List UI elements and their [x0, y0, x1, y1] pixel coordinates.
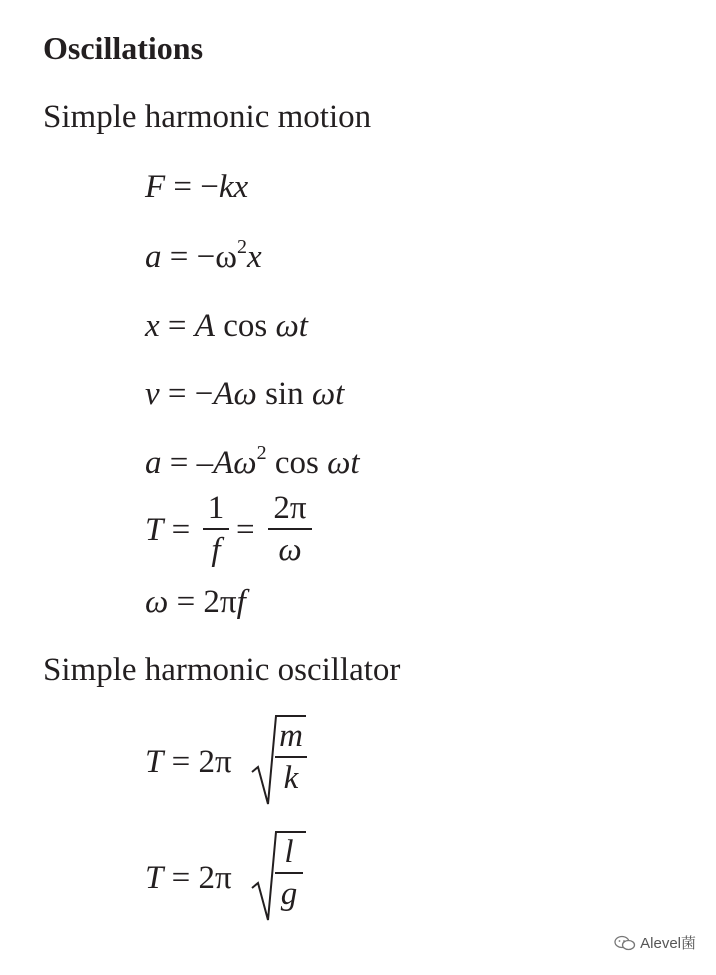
eq-mid: = 2π	[168, 584, 237, 620]
eq-fn: cos	[214, 308, 276, 344]
equation-period-frequency	[145, 510, 190, 550]
watermark-text: Alevel菌	[640, 935, 696, 952]
eq-var: f	[236, 584, 246, 620]
eq-amp: Aω	[213, 376, 257, 412]
section-heading-shm: Simple harmonic motion	[43, 99, 372, 135]
eq-mid: =	[159, 308, 195, 344]
equation-angular-frequency	[145, 582, 246, 622]
fraction-denominator: ω	[278, 532, 302, 568]
page-title: Oscillations	[43, 30, 204, 66]
fraction-denominator: k	[283, 760, 299, 796]
eq-lhs: v	[145, 376, 160, 412]
eq-equals: =	[236, 512, 255, 548]
equation-spring-period	[145, 742, 232, 782]
eq-sup: 2	[256, 442, 267, 464]
eq-amp: A	[194, 308, 215, 344]
equation-acceleration	[145, 237, 262, 277]
eq-mid: = 2π	[163, 860, 232, 896]
equation-force	[145, 167, 248, 207]
fraction-two-pi-over-omega	[268, 490, 312, 568]
section-heading-oscillator: Simple harmonic oscillator	[43, 652, 401, 688]
eq-lhs: T	[145, 744, 164, 780]
equation-pendulum-period	[145, 858, 232, 898]
eq-lhs: T	[145, 512, 164, 548]
equation-velocity	[145, 374, 344, 414]
eq-arg: ωt	[275, 308, 308, 344]
fraction-numerator: m	[279, 718, 303, 754]
eq-op: = −	[165, 169, 219, 205]
eq-mid: = –	[161, 445, 214, 481]
watermark	[614, 932, 696, 953]
equation-acceleration-time	[145, 443, 360, 483]
eq-arg: ωt	[327, 445, 360, 481]
fraction-bar	[268, 528, 312, 530]
fraction-bar	[275, 872, 303, 874]
fraction-l-over-g	[275, 834, 303, 912]
eq-op: =	[163, 512, 191, 548]
fraction-bar	[275, 756, 307, 758]
eq-lhs: a	[145, 445, 162, 481]
eq-lhs: ω	[145, 584, 169, 620]
eq-fn: cos	[266, 445, 328, 481]
fraction-denominator: f	[211, 532, 221, 568]
eq-sup: 2	[236, 236, 247, 258]
eq-lhs: a	[145, 239, 162, 275]
eq-var: kx	[218, 169, 249, 205]
fraction-one-over-f	[203, 490, 229, 568]
fraction-m-over-k	[275, 718, 307, 796]
eq-amp: Aω	[213, 445, 257, 481]
equation-displacement	[145, 306, 308, 346]
eq-fn: sin	[256, 376, 312, 412]
fraction-denominator: g	[280, 876, 298, 912]
eq-mid: = −	[159, 376, 214, 412]
fraction-numerator: 2π	[273, 490, 307, 526]
eq-lhs: T	[145, 860, 164, 896]
fraction-numerator: 1	[207, 490, 225, 526]
wechat-icon	[614, 935, 636, 951]
eq-mid: = 2π	[163, 744, 232, 780]
eq-mid: = −ω	[161, 239, 237, 275]
eq-lhs: F	[145, 169, 166, 205]
fraction-bar	[203, 528, 229, 530]
eq-lhs: x	[145, 308, 160, 344]
eq-var: x	[246, 239, 262, 275]
fraction-numerator: l	[284, 834, 294, 870]
eq-arg: ωt	[311, 376, 345, 412]
